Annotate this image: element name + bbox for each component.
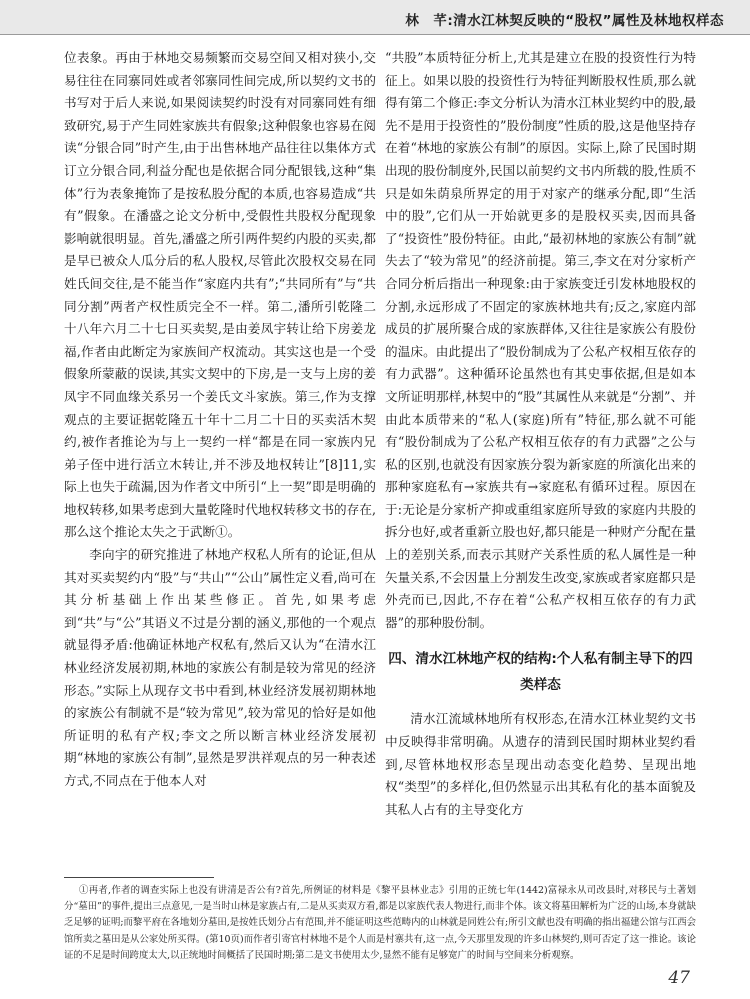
left-column	[64, 47, 376, 793]
running-title: 林 芊:清水江林契反映的“股权”属性及林地权样态	[405, 13, 724, 29]
running-header	[0, 0, 750, 35]
right-column	[385, 47, 696, 821]
body-paragraph: “共股”本质特征分析上,尤其是建立在股的投资性行为特征上。如果以股的投资性行为特征判断股权性质,那么就得有第二个修正:李文分析认为清水江林业契约中的股,最先不是用于投资性的”股份制度”性质的股,这是他坚持存在着“林地的家族公有制”的原因。实际上,除了民国时期出现的股份制度外,民国以前契约文书内所载的股,性质不只是如朱荫泉所界定的用于对家产的继承分配,即“生活中的股”,它们从一开始就更多的是股权买卖,因而具备了“投资性”股份特征。由此,“最初林地的家族公有制”就失去了“较为常见”的经济前提。第三,李文在对分家析产合同分析后指出一种现象:由于家族变迁引发林地股权的分割,永远形成了不固定的家族林地共有;反之,家庭内部成员的扩展所聚合成的家族群体,又往往是家族公有股份的温床。由此提出了“股份制成为了公私产权相互依存的有力武器”。这种循环论虽然也有其史事依据,但是如本文所证明那样,林契中的“股”其属性从来就是“分割”、并由此本质带来的“私人(家庭)所有”特征,那么就不可能有“股份制成为了公私产权相互依存的有力武器”之公与私的区别,也就没有因家族分裂为新家庭的所演化出来的那种家庭私有→家族共有→家庭私有循环过程。原因在于:无论是分家析产抑或重组家庭所导致的家庭内共股的拆分也好,或者重新立股也好,都只能是一种财产分配在量上的差别关系,而表示其财产关系性质的私人属性是一种矢量关系,不会因量上分割发生改变,家族或者家庭都只是外壳而已,因此,不存在着“公私产权相互依存的有力武器”的那种股份制。	[385, 50, 696, 630]
page-number: 47	[668, 968, 690, 988]
body-paragraph: 位表象。再由于林地交易频繁而交易空间又相对狭小,交易往往在同寨同姓或者邻寨同性间完成,所以契约文书的书写对于后人来说,如果阅读契约时没有对同寨同姓有细致研究,易于产生同姓家族共有假象;这种假象也容易在阅读“分银合同”时产生,由于出售林地产品往往以集体方式订立分银合同,利益分配也是依据合同分配银钱,这种“集体”行为表象掩饰了是按私股分配的本质,也容易造成“共有”假象。在潘盛之论文分析中,受假性共股权分配现象影响就很明显。首先,潘盛之所引两件契约内股的买卖,都是早已被众人瓜分后的私人股权,尽管此次股权交易在同姓氏间交往,是不能当作“家庭内共有”;“共同所有”与“共同分割”两者产权性质完全不一样。第二,潘所引乾隆二十八年六月二十七日买卖契,是由姜凤宇转让给下房姜龙福,作者由此断定为家族间产权流动。其实这也是一个受假象所蒙蔽的误读,其实文契中的下房,是一支与上房的姜凤宇不同血缘关系另一个姜氏文斗家族。第三,作为支撑观点的主要证据乾隆五十年十二月二十日的买卖活木契约,被作者推论为与上一契约一样“都是在同一家族内兄弟子侄中进行活立木转让,并不涉及地权转让”[8]11,实际上也失于疏漏,因为作者文中所引“上一契”即是明确的地权转移,如果考虑到大量乾隆时代地权转移文书的存在,那么这个推论太失之于武断①。	[64, 50, 376, 540]
body-paragraph: 清水江流域林地所有权形态,在清水江林业契约文书中反映得非常明确。从遗存的清到民国时期林业契约看到,尽管林地权形态呈现出动态变化趋势、呈现出地权“类型”的多样化,但仍然显示出其私有化的基本面貌及其私人占有的主导变化方	[385, 711, 696, 817]
body-paragraph: 李向宇的研究推进了林地产权私人所有的论证,但从其对买卖契约内“股”与“共山”“公山”属性定义看,尚可在其分析基础上作出某些修正。首先,如果考虑到“共”与“公”其语义不过是分割的涵义,那他的一个观点就显得矛盾:他确证林地产权私有,然后又认为“在清水江林业经济发展初期,林地的家族公有制是较为常见的经济形态。”实际上从现存文书中看到,林业经济发展初期林地的家族公有制就不是“较为常见”,较为常见的恰好是如他所证明的私有产权;李文之所以断言林业经济发展初期“林地的家族公有制”,显然是罗洪祥观点的另一种表述方式,不同点在于他本人对	[64, 547, 376, 788]
footnote: ①再者,作者的调查实际上也没有讲清是否公有?首先,所例证的材料是《黎平县林业志》引用的正统七年(1442)富禄永从司改县时,对移民与土著划分“墓田”的事件,提出三点意见,一是当时山林是家族占有,二是从买卖双方看,都是以家族代表人物进行,而非个体。该文将墓田解析为广泛的山场,本身就缺乏足够的证明;而黎平府在各地划分墓田,是按姓氏划分占有范围,并不能证明这些范畴内的山林就是同姓公有;所引文献也没有明确的指出福建公馆与江西会馆所卖之墓田是从公家处所买得。(第10页)而作者引寄官村林地不是个人而是村寨共有,这一点,今天那里发现的许多山林契约,则可否定了这一推论。该论证的不足是时间跨度太大,以正统地时间概括了民国时期;第二是文书使用太少,显然不能有足够宽广的时间与空间来分析观察。	[64, 885, 696, 961]
section-heading: 四、清水江林地产权的结构:个人私有制主导下的四类样态	[388, 651, 693, 694]
footnote-divider	[64, 877, 214, 878]
